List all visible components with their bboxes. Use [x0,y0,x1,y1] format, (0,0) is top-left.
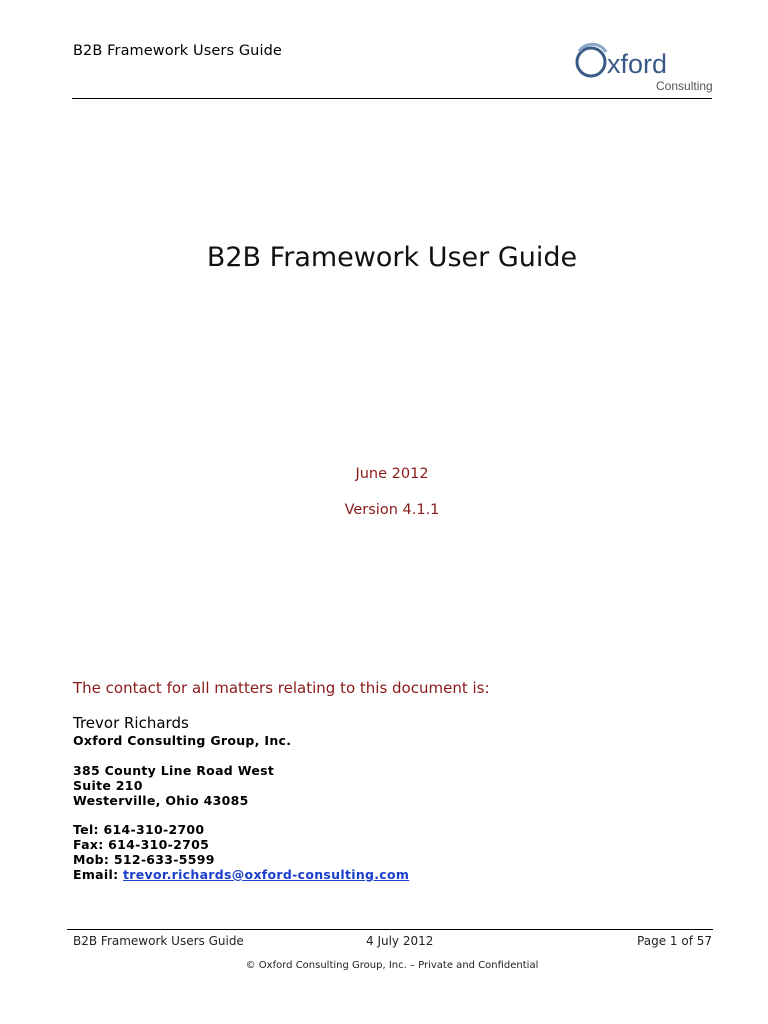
contact-company: Oxford Consulting Group, Inc. [73,733,292,748]
header-title: B2B Framework Users Guide [73,43,282,59]
contact-tel: Tel: 614-310-2700 [73,822,205,837]
address-line-1: 385 County Line Road West [73,763,275,778]
footer-date: 4 July 2012 [366,934,434,948]
contact-address [73,763,274,808]
email-label: Email: [73,867,124,882]
oxford-consulting-logo [574,38,719,96]
document-date: June 2012 [355,466,429,482]
footer-doc-title: B2B Framework Users Guide [73,934,244,948]
contact-name: Trevor Richards [73,714,189,732]
footer-page-number: Page 1 of 57 [637,934,712,948]
email-link[interactable]: trevor.richards@oxford-consulting.com [123,867,410,882]
contact-numbers [73,822,409,882]
contact-mob: Mob: 512-633-5599 [73,852,215,867]
contact-email-row [73,867,409,882]
header-rule [72,98,712,99]
footer-rule [67,929,713,930]
document-version: Version 4.1.1 [344,502,440,518]
address-line-3: Westerville, Ohio 43085 [73,793,249,808]
contact-fax: Fax: 614-310-2705 [73,837,210,852]
footer-copyright: © Oxford Consulting Group, Inc. – Private and Confidential [245,960,539,971]
document-title: B2B Framework User Guide [206,242,578,273]
contact-intro: The contact for all matters relating to this document is: [73,679,490,697]
logo-wordmark: xford [607,49,668,79]
logo-o-icon [577,44,606,76]
logo-subtitle: Consulting [656,79,713,93]
address-line-2: Suite 210 [73,778,143,793]
